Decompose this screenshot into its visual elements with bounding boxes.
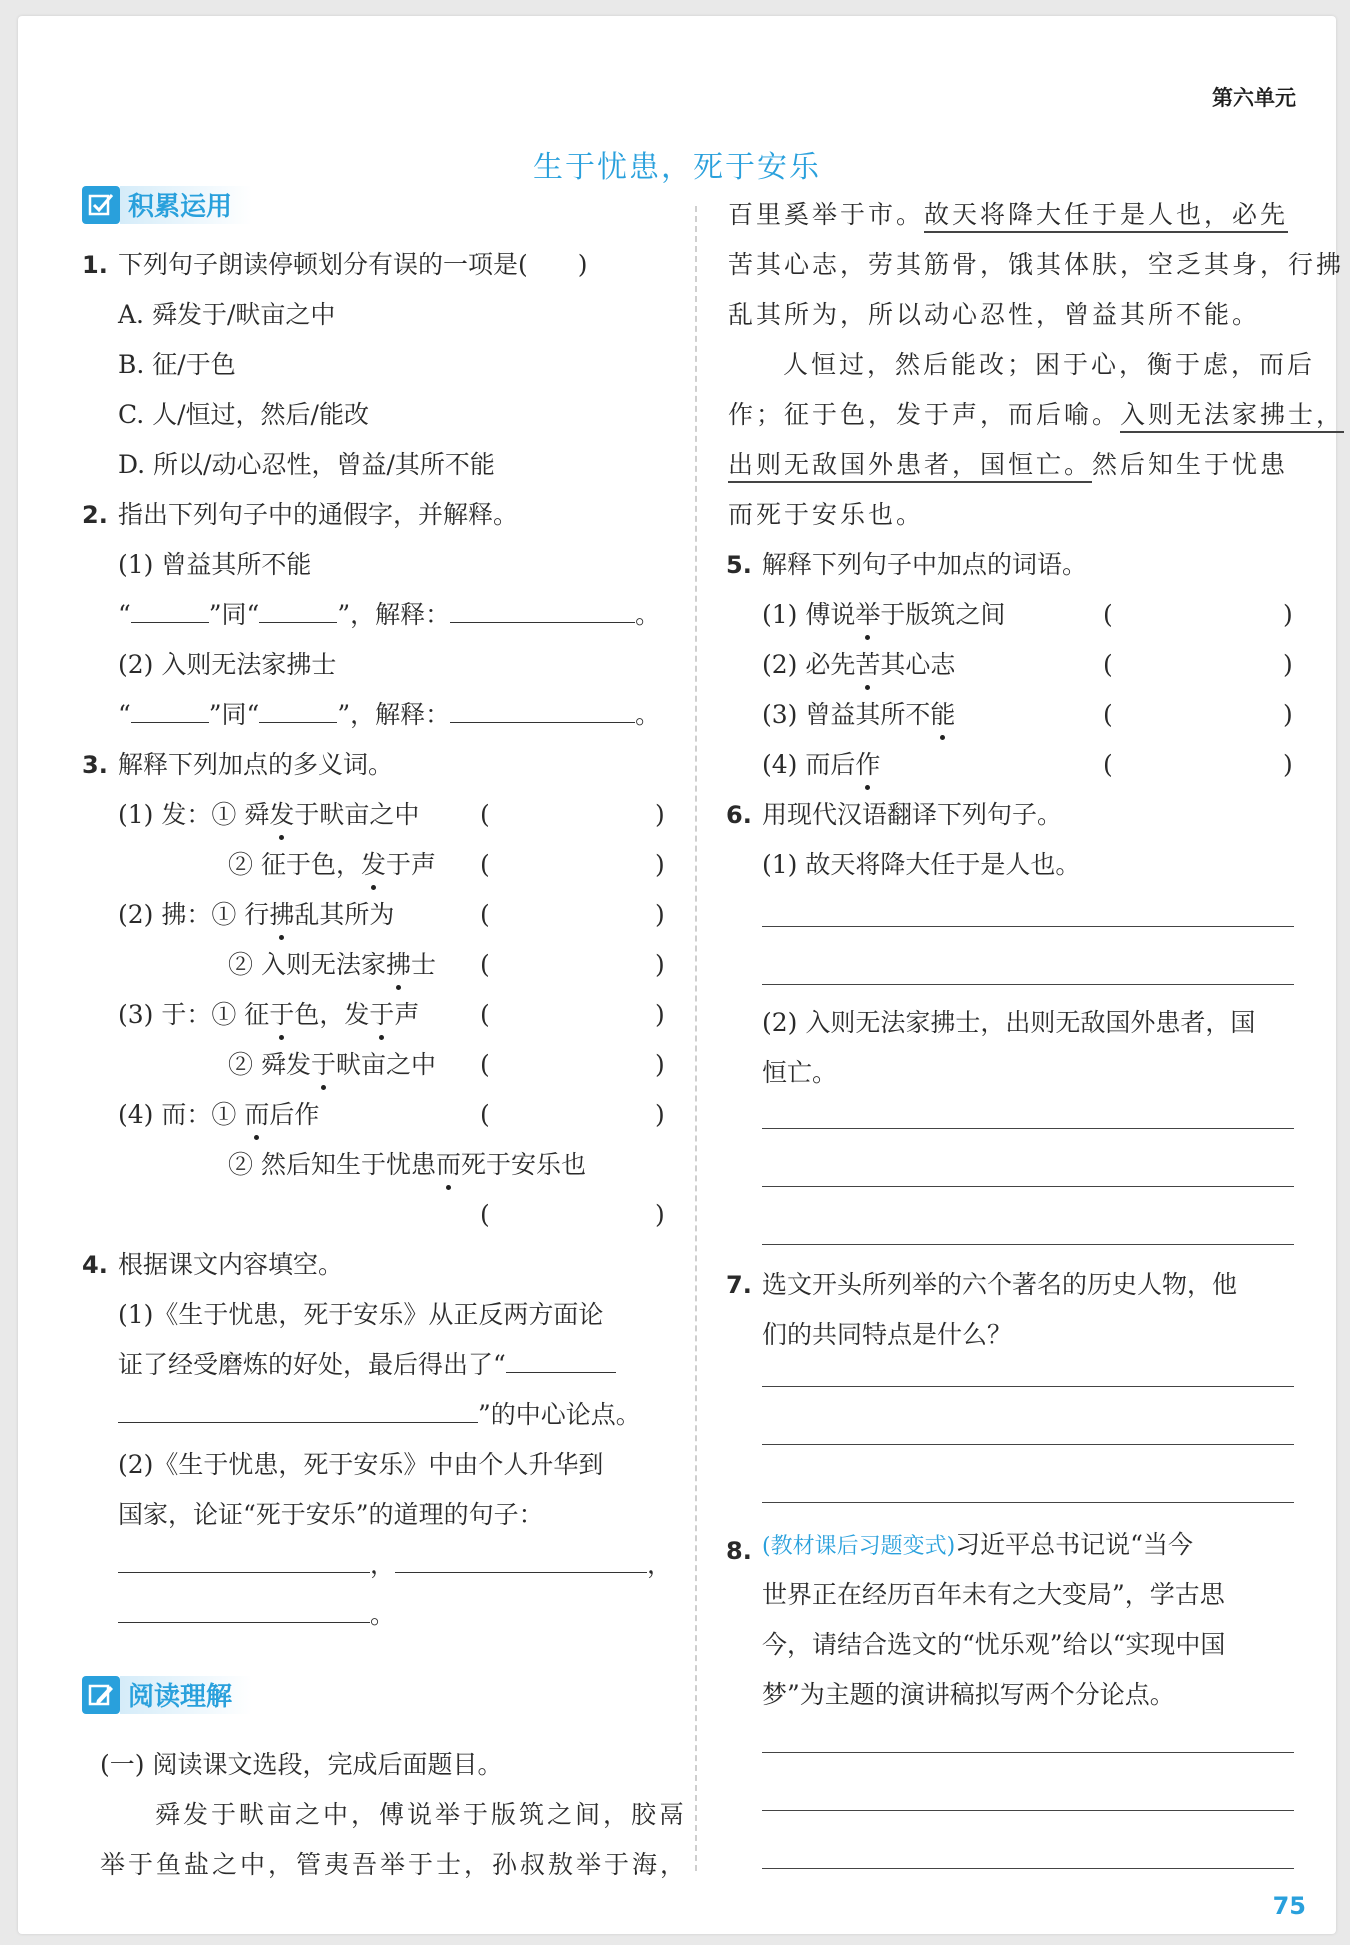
answer-line[interactable] — [762, 1244, 1294, 1245]
dotted-char: 苦 — [855, 648, 880, 682]
question-number: 6. — [726, 801, 752, 829]
passage-line: 出则无敌国外患者，国恒亡。然后知生于忧患 — [728, 448, 1288, 482]
section-header-reading — [82, 1676, 252, 1714]
q4-part1-line1: (1)《生于忧患，死于安乐》从正反两方面论 — [118, 1300, 604, 1329]
question-number: 5. — [726, 551, 752, 579]
q8-line-1: (教材课后习题变式)习近平总书记说“当今 — [762, 1530, 1193, 1559]
q3-row-3a: (3) 于：① 征于色，发于声 — [118, 998, 419, 1032]
q5-stem: 解释下列句子中加点的词语。 — [762, 550, 1088, 579]
answer-blank[interactable] — [259, 698, 337, 723]
passage-line: 举于鱼盐之中，管夷吾举于士，孙叔敖举于海， — [100, 1850, 689, 1879]
section-title: 积累运用 — [120, 186, 252, 224]
q3-row-3b: ② 舜发于畎亩之中 — [228, 1048, 436, 1082]
q6-sentence-1: (1) 故天将降大任于是人也。 — [762, 850, 1081, 879]
period: 。 — [635, 600, 661, 629]
answer-paren-close: ) — [1283, 650, 1293, 679]
answer-line[interactable] — [762, 926, 1294, 927]
answer-paren-close: ) — [655, 900, 665, 929]
answer-paren-open: ( — [1103, 650, 1113, 679]
answer-blank[interactable] — [506, 1348, 616, 1373]
q1-stem: 下列句子朗读停顿划分有误的一项是( ) — [118, 250, 588, 279]
answer-blank[interactable] — [118, 1548, 370, 1573]
q6-stem: 用现代汉语翻译下列句子。 — [762, 800, 1063, 829]
same-as-text: ”同“ — [208, 600, 260, 629]
q8-line-3: 今，请结合选文的“忧乐观”给以“实现中国 — [762, 1630, 1226, 1659]
answer-line[interactable] — [762, 1186, 1294, 1187]
q4-part1-line2: 证了经受磨炼的好处，最后得出了“ — [118, 1348, 616, 1382]
question-number: 8. — [726, 1537, 752, 1565]
answer-paren-close: ) — [1283, 600, 1293, 629]
dotted-char: 于 — [269, 998, 294, 1032]
q2-stem: 指出下列句子中的通假字，并解释。 — [118, 500, 519, 529]
q2-item-1: (1) 曾益其所不能 — [118, 550, 312, 579]
answer-paren-open: ( — [480, 1200, 490, 1229]
dotted-char: 拂 — [269, 898, 294, 932]
answer-paren-open: ( — [480, 1000, 490, 1029]
page-number: 75 — [1272, 1892, 1306, 1920]
q3-row-4a: (4) 而：① 而后作 — [118, 1098, 319, 1132]
dotted-char: 能 — [930, 698, 955, 732]
answer-line[interactable] — [762, 1810, 1294, 1811]
answer-paren-close: ) — [1283, 700, 1293, 729]
question-number: 7. — [726, 1271, 752, 1299]
passage-line: 舜发于畎亩之中，傅说举于版筑之间，胶鬲 — [155, 1800, 688, 1829]
q2-item-2: (2) 入则无法家拂士 — [118, 650, 337, 679]
left-column — [82, 16, 689, 1916]
answer-paren-close: ) — [655, 1100, 665, 1129]
answer-paren-open: ( — [480, 900, 490, 929]
quote: “ — [118, 700, 131, 729]
answer-paren-open: ( — [480, 1100, 490, 1129]
dotted-char: 于 — [369, 998, 394, 1032]
q3-row-4b: ② 然后知生于忧患而死于安乐也 — [228, 1148, 586, 1182]
q2-answer-row-2 — [118, 698, 660, 732]
question-number: 4. — [82, 1251, 108, 1279]
dotted-char: 发 — [361, 848, 386, 882]
answer-paren-close: ) — [1283, 750, 1293, 779]
q4-stem: 根据课文内容填空。 — [118, 1250, 344, 1279]
workbook-page — [18, 16, 1345, 1934]
answer-paren-close: ) — [655, 1000, 665, 1029]
passage-line: 苦其心志，劳其筋骨，饿其体肤，空乏其身，行拂 — [728, 250, 1345, 279]
answer-paren-open: ( — [480, 800, 490, 829]
q4-part2-line2: 国家，论证“死于安乐”的道理的句子： — [118, 1500, 544, 1529]
q6-sentence-2-line1: (2) 入则无法家拂士，出则无敌国外患者，国 — [762, 1008, 1256, 1037]
answer-line[interactable] — [762, 1868, 1294, 1869]
q3-row-2b: ② 入则无法家拂士 — [228, 948, 436, 982]
answer-blank[interactable] — [259, 598, 337, 623]
q3-stem: 解释下列加点的多义词。 — [118, 750, 394, 779]
passage-line: 而死于安乐也。 — [728, 500, 925, 529]
q5-item-4: (4) 而后作 — [762, 748, 880, 782]
right-column — [726, 16, 1345, 1916]
q5-item-2: (2) 必先苦其心志 — [762, 648, 955, 682]
dotted-char: 作 — [855, 748, 880, 782]
dotted-char: 发 — [269, 798, 294, 832]
dotted-char: 而 — [436, 1148, 461, 1182]
answer-blank[interactable] — [450, 698, 635, 723]
q4-part2-blank-end: 。 — [118, 1598, 395, 1632]
unit-label: 第六单元 — [1212, 86, 1296, 110]
question-number: 2. — [82, 501, 108, 529]
answer-paren-close: ) — [655, 1050, 665, 1079]
dotted-char: 举 — [855, 598, 880, 632]
explain-text: ”，解释： — [337, 700, 451, 729]
q2-answer-row-1 — [118, 598, 660, 632]
passage-line: 人恒过，然后能改；困于心，衡于虑，而后 — [783, 350, 1316, 379]
answer-paren-close: ) — [655, 800, 665, 829]
answer-paren-open: ( — [1103, 600, 1113, 629]
q3-row-2a: (2) 拂：① 行拂乱其所为 — [118, 898, 394, 932]
q3-row-1a: (1) 发：① 舜发于畎亩之中 — [118, 798, 419, 832]
answer-blank[interactable] — [450, 598, 635, 623]
answer-paren-close: ) — [655, 950, 665, 979]
answer-paren-open: ( — [480, 1050, 490, 1079]
answer-line[interactable] — [762, 1502, 1294, 1503]
explain-text: ”，解释： — [337, 600, 451, 629]
answer-paren-open: ( — [480, 850, 490, 879]
q4-part2-line1: (2)《生于忧患，死于安乐》中由个人升华到 — [118, 1450, 604, 1479]
answer-blank[interactable] — [118, 1398, 478, 1423]
q7-line-1: 选文开头所列举的六个著名的历史人物，他 — [762, 1270, 1238, 1299]
answer-blank[interactable] — [131, 598, 209, 623]
question-number: 1. — [82, 251, 108, 279]
q7-line-2: 们的共同特点是什么？ — [762, 1320, 1013, 1349]
answer-line[interactable] — [762, 1128, 1294, 1129]
q1-option-a: A. 舜发于/畎亩之中 — [118, 300, 336, 329]
q1-option-d: D. 所以/动心忍性，曾益/其所不能 — [118, 450, 495, 479]
passage-line: 作；征于色，发于声，而后喻。入则无法家拂士， — [728, 398, 1344, 432]
quote: “ — [118, 600, 131, 629]
dotted-char: 于 — [311, 1048, 336, 1082]
period: 。 — [635, 700, 661, 729]
q4-part2-blanks: ， ， — [118, 1548, 672, 1582]
dotted-char: 而 — [244, 1098, 269, 1132]
answer-blank[interactable] — [131, 698, 209, 723]
answer-line[interactable] — [762, 1752, 1294, 1753]
passage-line: 乱其所为，所以动心忍性，曾益其所不能。 — [728, 300, 1261, 329]
reading-intro: (一) 阅读课文选段，完成后面题目。 — [100, 1750, 503, 1779]
q8-line-4: 梦”为主题的演讲稿拟写两个分论点。 — [762, 1680, 1175, 1709]
section-title: 阅读理解 — [120, 1676, 252, 1714]
dotted-char: 拂 — [386, 948, 411, 982]
q3-row-1b: ② 征于色，发于声 — [228, 848, 436, 882]
answer-paren-close: ) — [655, 850, 665, 879]
question-number: 3. — [82, 751, 108, 779]
answer-blank[interactable] — [118, 1598, 370, 1623]
answer-paren-close: ) — [655, 1200, 665, 1229]
answer-paren-open: ( — [480, 950, 490, 979]
q5-item-1: (1) 傅说举于版筑之间 — [762, 598, 1005, 632]
same-as-text: ”同“ — [208, 700, 260, 729]
q6-sentence-2-line2: 恒亡。 — [762, 1058, 838, 1087]
column-divider — [695, 206, 697, 1871]
answer-line[interactable] — [762, 1386, 1294, 1387]
source-tag: (教材课后习题变式) — [762, 1534, 956, 1559]
q1-option-b: B. 征/于色 — [118, 350, 236, 379]
answer-blank[interactable] — [395, 1548, 647, 1573]
q4-part1-line3: ”的中心论点。 — [118, 1398, 641, 1432]
answer-line[interactable] — [762, 1444, 1294, 1445]
q8-line-2: 世界正在经历百年未有之大变局”，学古思 — [762, 1580, 1225, 1609]
pencil-icon — [82, 1676, 120, 1714]
answer-paren-open: ( — [1103, 700, 1113, 729]
passage-line: 百里奚举于市。故天将降大任于是人也，必先 — [728, 198, 1288, 232]
q5-item-3: (3) 曾益其所不能 — [762, 698, 955, 732]
answer-paren-open: ( — [1103, 750, 1113, 779]
lesson-title: 生于忧患，死于安乐 — [533, 150, 821, 185]
answer-line[interactable] — [762, 984, 1294, 985]
q1-option-c: C. 人/恒过，然后/能改 — [118, 400, 369, 429]
